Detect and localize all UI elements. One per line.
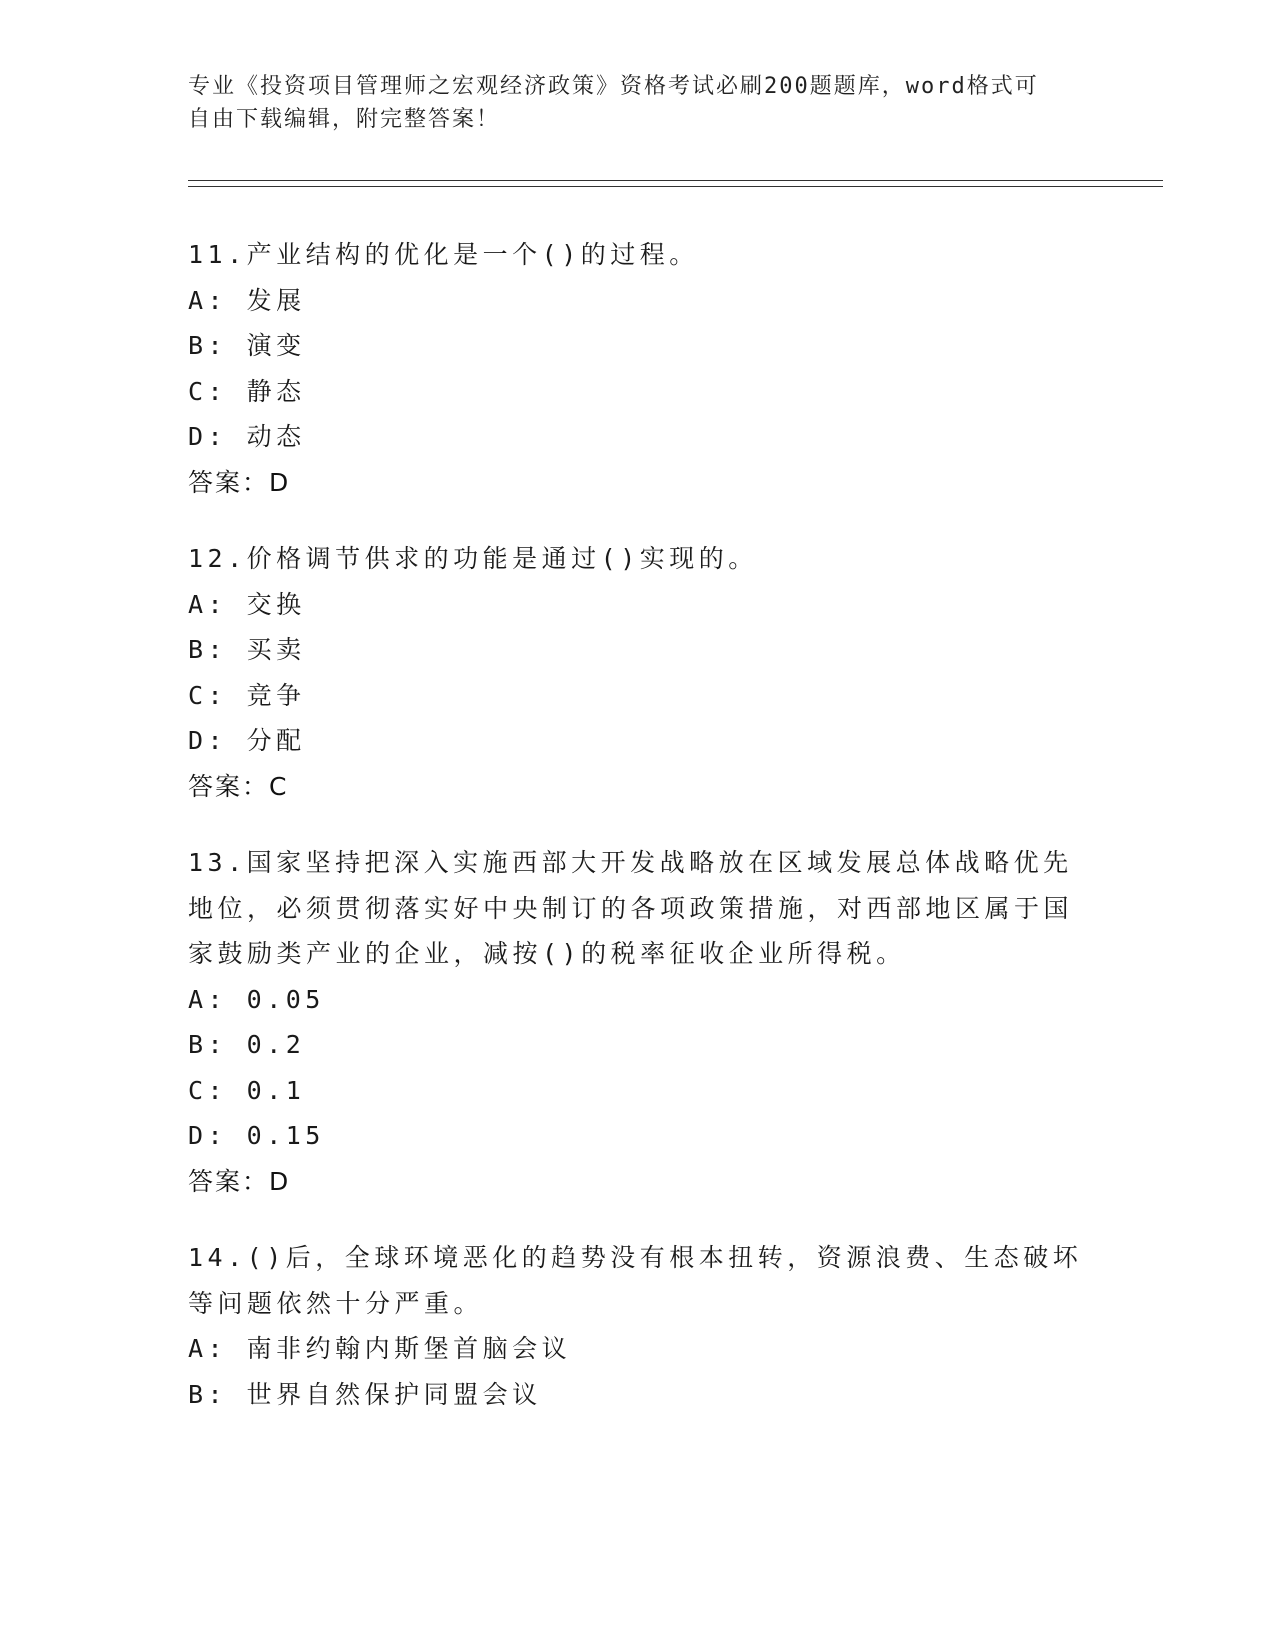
question-stem: 11.产业结构的优化是一个()的过程。: [188, 240, 699, 269]
option-b: B: 0.2: [188, 1030, 306, 1059]
option-a: A: 南非约翰内斯堡首脑会议: [188, 1334, 572, 1363]
question-13: [188, 840, 1088, 1204]
question-list: [188, 232, 1088, 1448]
option-a: A: 交换: [188, 589, 306, 619]
option-a: A: 0.05: [188, 984, 325, 1014]
question-stem: 12.价格调节供求的功能是通过()实现的。: [188, 544, 758, 573]
header-line-2: 自由下载编辑，附完整答案！: [188, 107, 501, 132]
option-c: C: 0.1: [188, 1075, 306, 1105]
question-11: [188, 232, 1088, 505]
option-d: D: 分配: [188, 726, 306, 755]
answer-line: 答案：D: [188, 467, 291, 497]
option-c: C: 静态: [188, 376, 306, 406]
option-c: C: 竞争: [188, 680, 306, 710]
question-stem: 13.国家坚持把深入实施西部大开发战略放在区域发展总体战略优先地位，必须贯彻落实好中央制订的各项政策措施，对西部地区属于国家鼓励类产业的企业，减按()的税率征收企业所得税。: [188, 848, 1074, 968]
option-b: B: 演变: [188, 331, 306, 360]
answer-line: 答案：C: [188, 771, 289, 801]
header-double-rule: [188, 180, 1163, 187]
question-12: [188, 536, 1088, 809]
question-stem: 14.()后，全球环境恶化的趋势没有根本扭转，资源浪费、生态破坏等问题依然十分严重。: [188, 1243, 1083, 1318]
header-line-1: 专业《投资项目管理师之宏观经济政策》资格考试必刷200题题库，word格式可: [188, 74, 1039, 99]
question-14: [188, 1235, 1088, 1417]
answer-line: 答案：D: [188, 1166, 291, 1196]
option-d: D: 动态: [188, 422, 306, 451]
option-d: D: 0.15: [188, 1121, 325, 1150]
option-b: B: 买卖: [188, 635, 306, 664]
page-header: [188, 70, 1088, 136]
option-a: A: 发展: [188, 285, 306, 315]
option-b: B: 世界自然保护同盟会议: [188, 1379, 542, 1409]
